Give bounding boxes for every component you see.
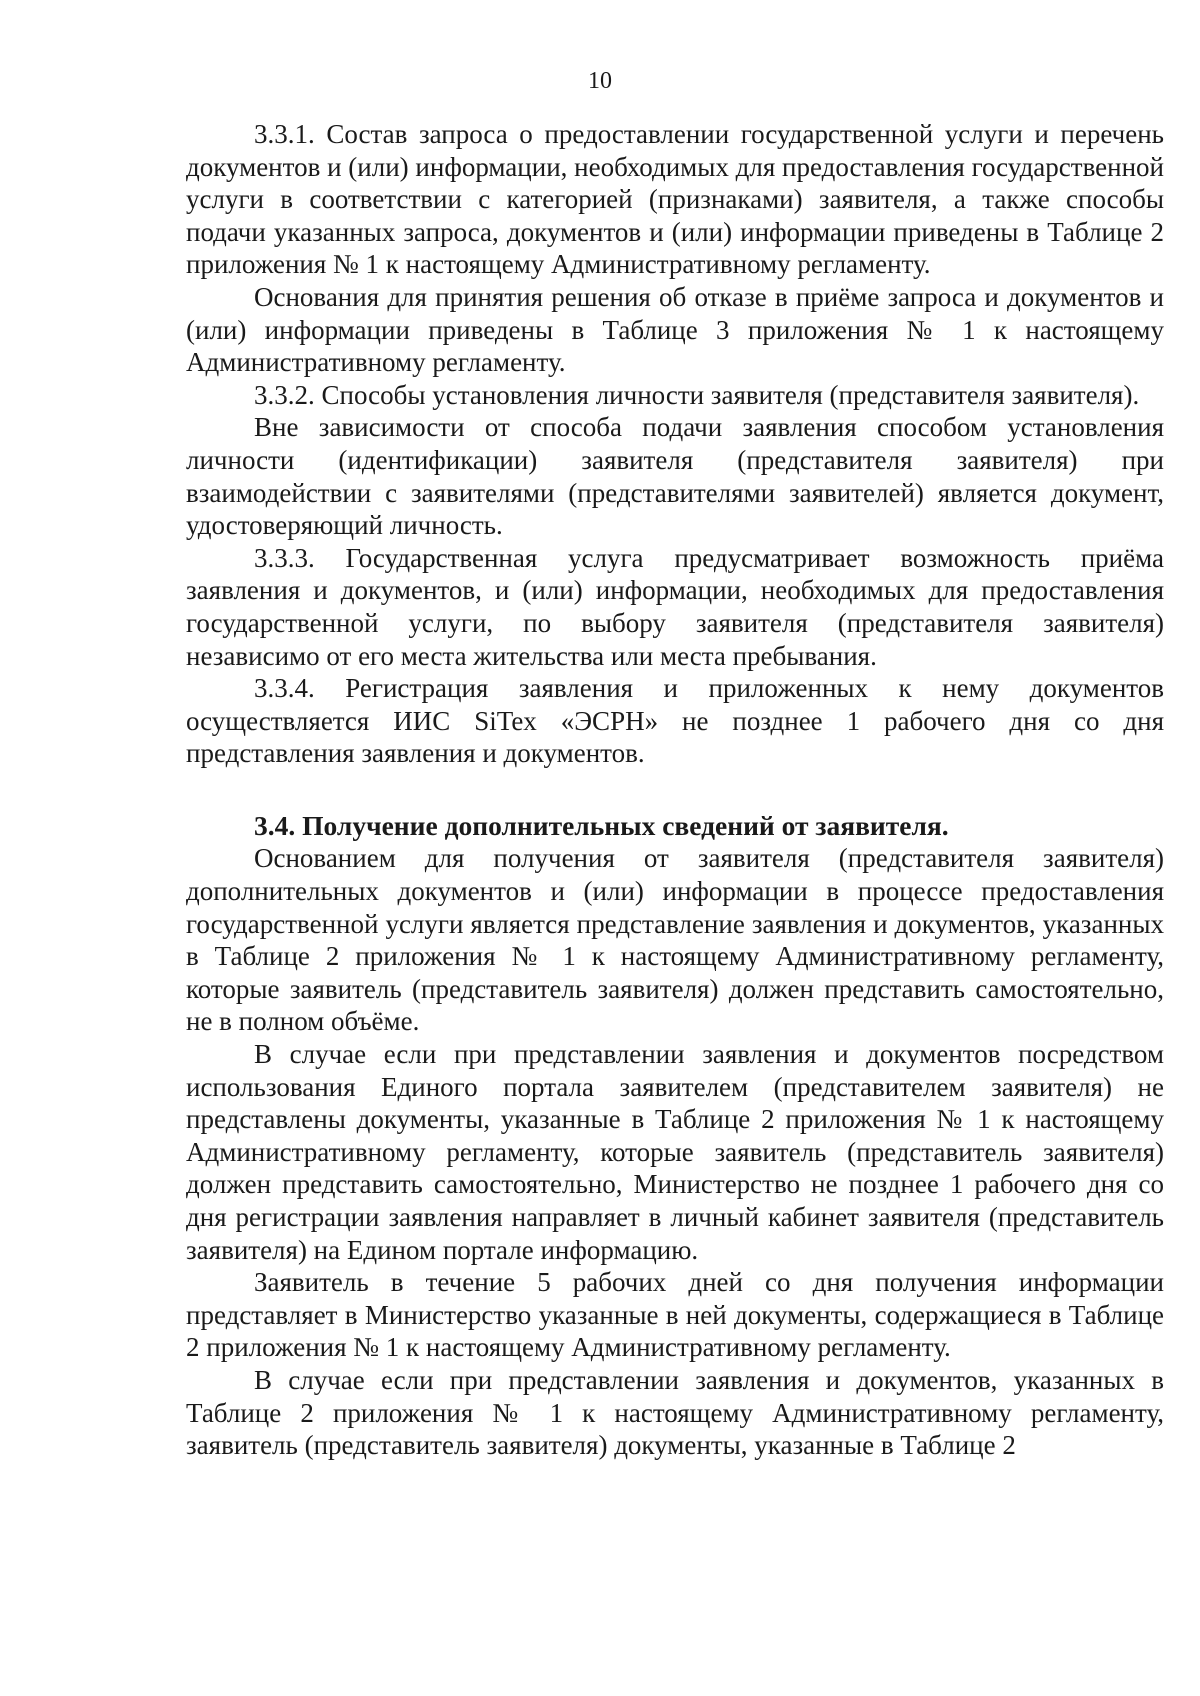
paragraph-identification: Вне зависимости от способа подачи заявления способом установления личности (идентификации) заявителя (представителя заявителя) при взаимодействии с заявителями (представителями заявителей) является документ, удостоверяющий личность. xyxy=(186,412,1164,541)
paragraph-3-3-2: 3.3.2. Способы установления личности заявителя (представителя заявителя). xyxy=(254,379,1140,410)
paragraph-unified-portal: В случае если при представлении заявления и документов посредством использования Единого портала заявителем (представителем заявителя) не представлены документы, указанные в Таблице 2 приложения № 1 к настоящему Административному регламенту, которые заявитель (представитель заявителя) должен представить самостоятельно, Министерство не позднее 1 рабочего дня со дня регистрации заявления направляет в личный кабинет заявителя (представитель заявителя) на Едином портале информацию. xyxy=(186,1039,1164,1265)
paragraph-additional-grounds: Основанием для получения от заявителя (представителя заявителя) дополнительных документов и (или) информации в процессе предоставления государственной услуги является представление заявления и документов, указанных в Таблице 2 приложения № 1 к настоящему Административному регламенту, которые заявитель (представитель заявителя) должен представить самостоятельно, не в полном объёме. xyxy=(186,843,1164,1037)
document-body xyxy=(186,118,1164,1462)
paragraph-3-3-4: 3.3.4. Регистрация заявления и приложенных к нему документов осуществляется ИИС SiTex «ЭСРН» не позднее 1 рабочего дня со дня представления заявления и документов. xyxy=(186,673,1164,769)
paragraph-five-days: Заявитель в течение 5 рабочих дней со дня получения информации представляет в Министерство указанные в ней документы, содержащиеся в Таблице 2 приложения № 1 к настоящему Административному регламенту. xyxy=(186,1267,1164,1363)
paragraph-refusal-grounds: Основания для принятия решения об отказе в приёме запроса и документов и (или) информации приведены в Таблице 3 приложения № 1 к настоящему Административному регламенту. xyxy=(186,281,1164,378)
paragraph-continuation: В случае если при представлении заявления и документов, указанных в Таблице 2 приложения № 1 к настоящему Административному регламенту, заявитель (представитель заявителя) документы, указанные в Таблице 2 xyxy=(186,1364,1164,1461)
section-heading-3-4: 3.4. Получение дополнительных сведений от заявителя. xyxy=(254,809,949,841)
page-number: 10 xyxy=(588,68,612,94)
paragraph-3-3-3: 3.3.3. Государственная услуга предусматривает возможность приёма заявления и документов, и (или) информации, необходимых для предоставления государственной услуги, по выбору заявителя (представителя заявителя) независимо от его места жительства или места пребывания. xyxy=(186,542,1164,671)
paragraph-3-3-1: 3.3.1. Состав запроса о предоставлении государственной услуги и перечень документов и (или) информации, необходимых для предоставления государственной услуги в соответствии с категорией (признаками) заявителя, а также способы подачи указанных запроса, документов и (или) информации приведены в Таблице 2 приложения № 1 к настоящему Административному регламенту. xyxy=(186,119,1164,280)
